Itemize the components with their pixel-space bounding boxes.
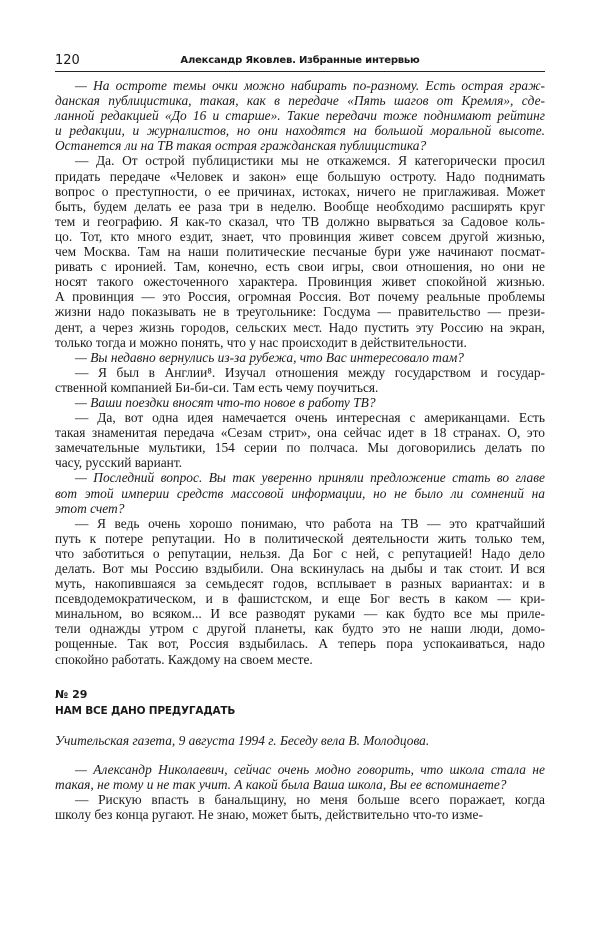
text-line: часу, русский вариант.: [55, 455, 183, 471]
text-line: — Да, вот одна идея намечается очень интересная с американцами. Есть: [75, 410, 545, 426]
text-line: придать передаче «Человек и закон» еще большую остроту. Надо поднимать: [55, 168, 545, 184]
text-line: — Да. От острой публицистики мы не откажемся. Я категорически просил: [75, 153, 545, 169]
text-line: муть, накопившаяся за семьдесят годов, всплывает в разных вариантах: и в: [55, 576, 545, 592]
running-title: Александр Яковлев. Избранные интервью: [180, 55, 420, 66]
text-line: рощенные. Так вот, Россия вздыбилась. А теперь пора успокаиваться, надо: [55, 636, 545, 652]
question-paragraph: [55, 350, 545, 365]
text-line: — Вы недавно вернулись из-за рубежа, что Вас интересовало там?: [75, 349, 465, 365]
answer-paragraph: [55, 792, 545, 822]
text-line: этот счет?: [55, 500, 125, 516]
text-line: школу без конца ругают. Не знаю, может быть, действительно что-то изме-: [55, 807, 483, 823]
text-line: жизни надо показывать не в треугольнике: Госдума — правительство — прези-: [55, 304, 545, 320]
answer-paragraph: [55, 153, 545, 349]
text-line: — Александр Николаевич, сейчас очень модно говорить, что школа стала не: [75, 762, 545, 777]
text-line: тем и географию. Я как-то сказал, что ТВ должно вырваться за Садовое коль-: [55, 213, 545, 229]
text-line: вот этой империи средств массовой информации, но не было ли сомнений на: [55, 485, 545, 501]
text-line: чем Москва. Там на наши политические песчаные бури уже начинают посмат-: [55, 244, 545, 260]
question-paragraph: [55, 470, 545, 515]
text-line: ственной компанией Би-би-си. Там есть чему поучиться.: [55, 379, 379, 395]
text-line: путь к потере репутации. Но в политической деятельности жить только тем,: [55, 530, 545, 546]
text-line: такая знаменитая передача «Сезам стрит», она сейчас идет в 18 странах. О, это: [55, 425, 545, 441]
text-line: — На остроте темы очки можно набирать по-разному. Есть острая граж-: [75, 78, 545, 93]
section-source: Учительская газета, 9 августа 1994 г. Беседу вела В. Молодцова.: [55, 733, 430, 748]
text-line: А провинция — это Россия, огромная Россия. Вот почему реальные проблемы: [55, 289, 545, 305]
text-line: псевдодемократическом, и в фашистском, и еще Бог весть в каком — кри-: [55, 591, 545, 607]
page-header: [55, 53, 545, 72]
text-line: — Ваши поездки вносят что-то новое в работу ТВ?: [75, 394, 376, 410]
text-line: вопрос о преступности, о ее причинах, истоках, ничего не приглаживая. Может: [55, 183, 545, 199]
text-line: быть, будем делать ее раза три в неделю. Вообще необходимо расширять круг: [55, 198, 545, 214]
answer-paragraph: [55, 516, 545, 667]
text-line: что заботиться о репутации, нельзя. Да Бог с ней, с репутацией! Надо дело: [55, 545, 545, 561]
text-line: — Я был в Англии⁸. Изучал отношения между государством и государ-: [75, 364, 545, 380]
text-line: Останется ли на ТВ такая острая гражданская публицистика?: [55, 138, 427, 154]
text-line: — Рискую впасть в банальщину, но меня больше всего поражает, когда: [75, 792, 545, 808]
section-title: НАМ ВСЕ ДАНО ПРЕДУГАДАТЬ: [55, 705, 236, 717]
text-line: такая, не тому и не так учит. А какой была Ваша школа, Вы ее вспоминаете?: [55, 777, 507, 793]
text-line: носят такого ожесточенного характера. Провинция живет спокойной жизнью.: [55, 274, 545, 290]
section-interview-text: [55, 762, 545, 822]
text-line: — Я ведь очень хорошо понимаю, что работа на ТВ — это кратчайший: [75, 515, 545, 531]
page-number: 120: [55, 53, 80, 68]
text-line: только тогда и можно понять, что у нас происходит в действительности.: [55, 334, 467, 350]
section-number: № 29: [55, 688, 88, 701]
answer-paragraph: [55, 365, 545, 395]
text-line: делать. Вот мы Россию вздыбили. Она вскинулась на дыбы и так стоит. И вся: [55, 561, 545, 576]
text-line: минальном, во всяком... И все разводят руками — как будто все мы приле-: [55, 606, 545, 622]
text-line: — Последний вопрос. Вы так уверенно приняли предложение стать во главе: [75, 470, 545, 486]
text-line: дент, а через жизнь городов, сельских мест. Надо пустить эту Россию на экран,: [55, 319, 545, 335]
text-line: и редакции, и журналистов, но они находятся на большой моральной высоте.: [55, 123, 545, 139]
question-paragraph: [55, 78, 545, 153]
text-line: данская публицистика, такая, как в передаче «Пять шагов от Кремля», сде-: [55, 93, 545, 109]
text-line: ривать с иронией. Там, конечно, есть свои игры, свои отношения, но они не: [55, 259, 545, 275]
text-line: спокойно работать. Каждому на своем месте.: [55, 651, 313, 667]
question-paragraph: [55, 762, 545, 792]
answer-paragraph: [55, 410, 545, 470]
text-line: замечательные мультики, 154 серии по полчаса. Мы договорились делать по: [55, 440, 545, 456]
text-line: ланной редакцией «До 16 и старше». Такие передачи тоже поднимают рейтинг: [55, 108, 545, 124]
text-line: цо. Тот, кто много ездит, знает, что провинция живет совсем другой жизнью,: [55, 228, 545, 244]
question-paragraph: [55, 395, 545, 410]
text-line: тели однажды утром с другой планеты, как будто это не наши люди, домо-: [55, 621, 545, 637]
interview-text: [55, 78, 545, 667]
